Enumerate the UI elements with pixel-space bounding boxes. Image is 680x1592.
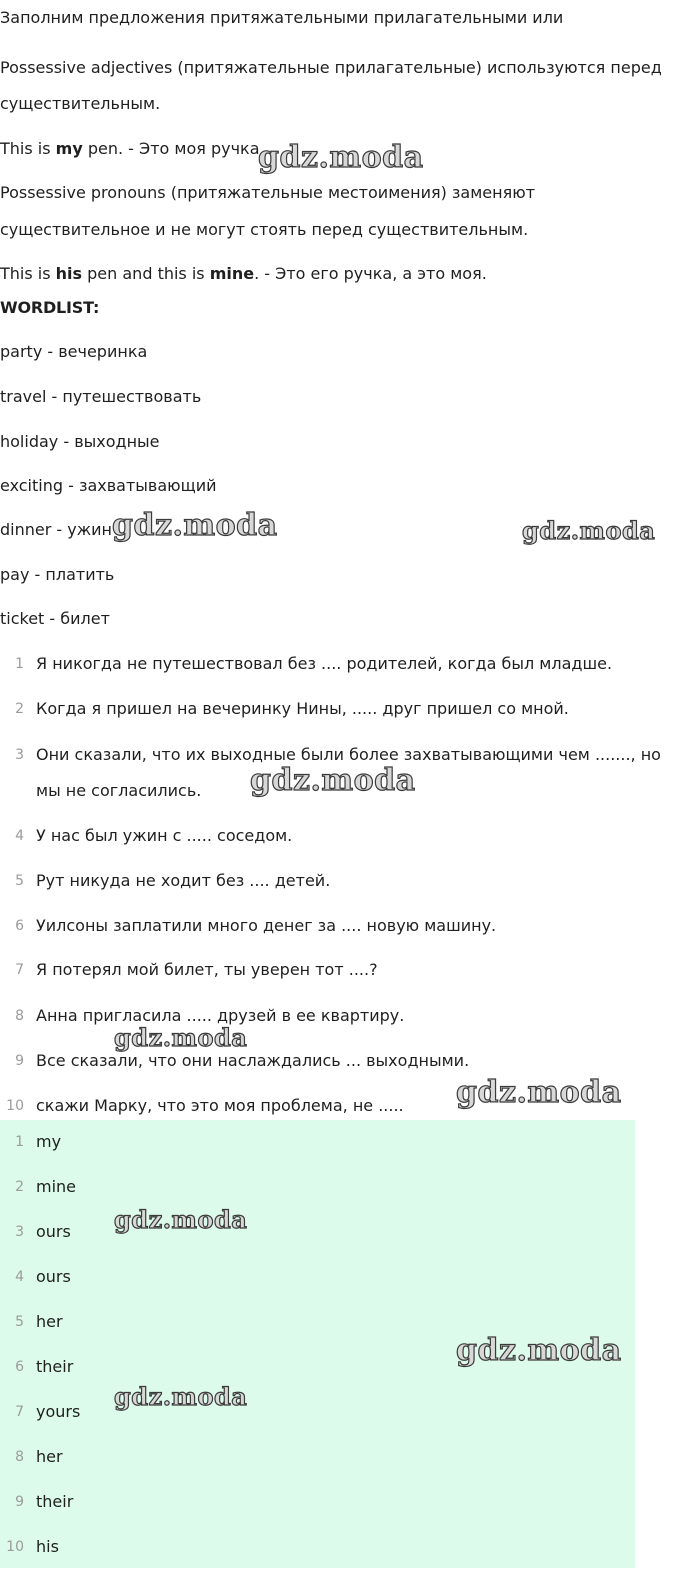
answer-text: her: [36, 1312, 63, 1331]
question-text: Уилсоны заплатили много денег за .... новую машину.: [36, 916, 497, 935]
answer-item: [0, 1220, 680, 1244]
pronouns-line-2: существительное и не могут стоять перед существительным.: [0, 220, 529, 239]
watermark-logo: gdz.moda: [456, 1075, 622, 1110]
watermark-logo: gdz.moda: [258, 140, 424, 175]
answer-item: [0, 1535, 680, 1559]
answer-text: her: [36, 1447, 63, 1466]
watermark-logo: gdz.moda: [112, 508, 278, 543]
answer-item: [0, 1130, 680, 1154]
question-text: мы не согласились.: [36, 781, 202, 800]
question-text: У нас был ужин с ..... соседом.: [36, 826, 293, 845]
answer-item: [0, 1310, 680, 1334]
example-2-bold-mine: mine: [209, 264, 255, 283]
question-item: [0, 1049, 680, 1073]
question-item: [0, 697, 680, 721]
example-1-pre: This is: [0, 139, 56, 158]
example-2-bold-his: his: [55, 264, 83, 283]
wordlist-item: ticket - билет: [0, 609, 110, 628]
question-item: [0, 652, 680, 676]
answer-item: [0, 1175, 680, 1199]
question-text: Когда я пришел на вечеринку Нины, ..... друг пришел со мной.: [36, 699, 569, 718]
question-text: Все сказали, что они наслаждались ... выходными.: [36, 1051, 470, 1070]
question-number: 8: [15, 1008, 24, 1024]
example-1-post: pen. - Это моя ручка.: [82, 139, 265, 158]
question-number: 4: [15, 828, 24, 844]
question-item: [0, 869, 680, 893]
wordlist-item: holiday - выходные: [0, 432, 160, 451]
answer-number: 4: [15, 1269, 24, 1285]
question-text: Рут никуда не ходит без .... детей.: [36, 871, 331, 890]
question-text: Они сказали, что их выходные были более захватывающими чем ......., но: [36, 745, 661, 764]
answer-text: their: [36, 1492, 74, 1511]
wordlist-item: pay - платить: [0, 565, 115, 584]
answer-item: [0, 1265, 680, 1289]
answer-item: [0, 1490, 680, 1514]
answer-text: mine: [36, 1177, 77, 1196]
answer-text: their: [36, 1357, 74, 1376]
question-item: [0, 824, 680, 848]
watermark-logo: gdz.moda: [114, 1382, 248, 1411]
intro-line-2: Possessive adjectives (притяжательные прилагательные) используются перед: [0, 58, 662, 77]
question-item: [0, 1004, 680, 1028]
watermark-logo: gdz.moda: [114, 1205, 248, 1234]
question-number: 3: [15, 747, 24, 763]
intro-line-1: Заполним предложения притяжательными прилагательными или: [0, 8, 564, 27]
answer-number: 3: [15, 1224, 24, 1240]
wordlist-item: dinner - ужин: [0, 520, 112, 539]
answer-number: 9: [15, 1494, 24, 1510]
example-2-pre: This is: [0, 264, 56, 283]
question-number: 2: [15, 701, 24, 717]
watermark-logo: gdz.moda: [456, 1333, 622, 1368]
example-2-mid: pen and this is: [82, 264, 210, 283]
answer-number: 6: [15, 1359, 24, 1375]
answer-text: yours: [36, 1402, 81, 1421]
answer-number: 2: [15, 1179, 24, 1195]
question-item: [0, 914, 680, 938]
watermark-logo: gdz.moda: [522, 516, 656, 545]
answer-item: [0, 1400, 680, 1424]
question-number: 10: [6, 1098, 24, 1114]
answer-text: my: [36, 1132, 62, 1151]
answer-number: 1: [15, 1134, 24, 1150]
intro-line-3: существительным.: [0, 94, 161, 113]
pronouns-line-1: Possessive pronouns (притяжательные местоимения) заменяют: [0, 183, 536, 202]
example-1-bold: my: [55, 139, 83, 158]
answer-text: his: [36, 1537, 59, 1556]
question-number: 1: [15, 656, 24, 672]
question-number: 9: [15, 1053, 24, 1069]
question-number: 6: [15, 918, 24, 934]
question-text: Я никогда не путешествовал без .... родителей, когда был младше.: [36, 654, 613, 673]
answer-text: ours: [36, 1267, 71, 1286]
watermark-logo: gdz.moda: [250, 763, 416, 798]
answer-text: ours: [36, 1222, 71, 1241]
watermark-logo: gdz.moda: [114, 1023, 248, 1052]
question-number: 7: [15, 962, 24, 978]
question-text: Анна пригласила ..... друзей в ее квартиру.: [36, 1006, 405, 1025]
wordlist-item: travel - путешествовать: [0, 387, 202, 406]
answer-number: 10: [6, 1539, 24, 1555]
answer-number: 8: [15, 1449, 24, 1465]
question-text: скажи Марку, что это моя проблема, не .....: [36, 1096, 404, 1115]
question-number: 5: [15, 873, 24, 889]
example-sentence-1: [0, 138, 265, 160]
example-sentence-2: [0, 263, 487, 285]
question-text: Я потерял мой билет, ты уверен тот ....?: [36, 960, 378, 979]
question-item: [0, 958, 680, 982]
wordlist-heading: WORDLIST:: [0, 298, 100, 317]
wordlist-item: party - вечеринка: [0, 342, 148, 361]
answer-number: 5: [15, 1314, 24, 1330]
example-2-post: . - Это его ручка, а это моя.: [254, 264, 487, 283]
wordlist-item: exciting - захватывающий: [0, 476, 217, 495]
answer-item: [0, 1445, 680, 1469]
answer-number: 7: [15, 1404, 24, 1420]
